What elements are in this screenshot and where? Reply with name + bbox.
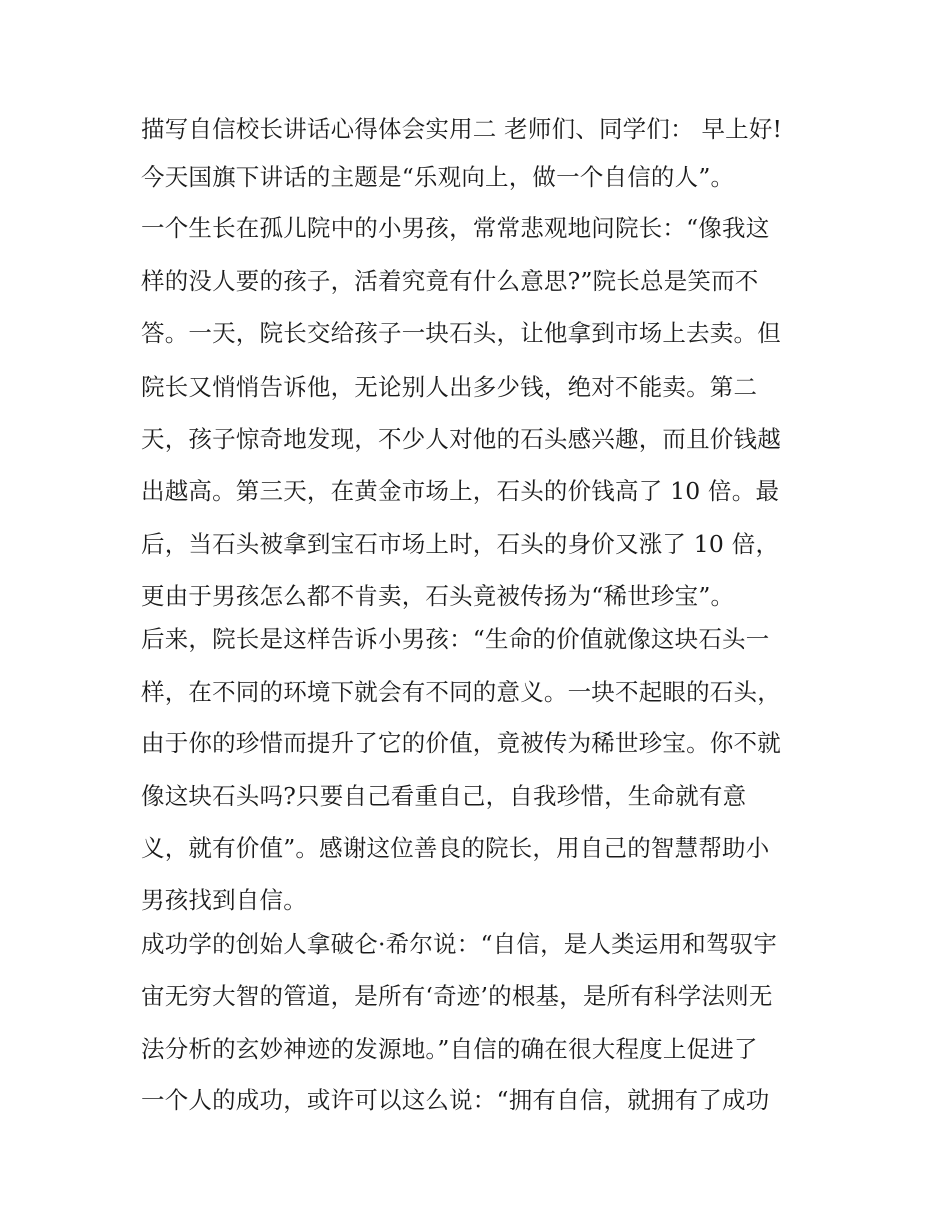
text-line: 成功学的创始人拿破仑·希尔说：“自信，是人类运用和驾驭宇 bbox=[141, 930, 778, 958]
text-line: 今天国旗下讲话的主题是“乐观向上，做一个自信的人”。 bbox=[141, 163, 735, 191]
text-line: 后来，院长是这样告诉小男孩：“生命的价值就像这块石头一 bbox=[141, 625, 770, 653]
text-line: 一个生长在孤儿院中的小男孩，常常悲观地问院长：“像我这 bbox=[141, 214, 770, 242]
text-line: 宙无穷大智的管道，是所有‘奇迹’的根基，是所有科学法则无 bbox=[141, 982, 773, 1010]
text-line: 样，在不同的环境下就会有不同的意义。一块不起眼的石头， bbox=[141, 678, 781, 706]
text-line: 法分析的玄妙神迹的发源地。”自信的确在很大程度上促进了 bbox=[141, 1035, 758, 1063]
text-line: 样的没人要的孩子，活着究竟有什么意思?”院长总是笑而不 bbox=[141, 267, 759, 295]
text-line: 答。一天，院长交给孩子一块石头，让他拿到市场上去卖。但 bbox=[141, 319, 781, 347]
text-line: 男孩找到自信。 bbox=[141, 886, 307, 914]
text-line: 像这块石头吗?只要自己看重自己，自我珍惜，生命就有意 bbox=[141, 782, 747, 810]
text-line: 院长又悄悄告诉他，无论别人出多少钱，绝对不能卖。第二 bbox=[141, 373, 758, 401]
text-line: 后，当石头被拿到宝石市场上时，石头的身价又涨了 10 倍， bbox=[141, 530, 780, 558]
text-line: 义，就有价值”。感谢这位善良的院长，用自己的智慧帮助小 bbox=[141, 834, 770, 862]
text-line: 更由于男孩怎么都不肯卖，石头竟被传扬为“稀世珍宝”。 bbox=[141, 582, 735, 610]
text-line: 出越高。第三天，在黄金市场上，石头的价钱高了 10 倍。最 bbox=[141, 477, 780, 505]
text-line: 由于你的珍惜而提升了它的价值，竟被传为稀世珍宝。你不就 bbox=[141, 729, 781, 757]
text-line: 天，孩子惊奇地发现，不少人对他的石头感兴趣，而且价钱越 bbox=[141, 425, 781, 453]
text-line: 描写自信校长讲话心得体会实用二 老师们、同学们： 早上好! bbox=[141, 115, 783, 143]
text-line: 一个人的成功，或许可以这么说：“拥有自信，就拥有了成功 bbox=[141, 1086, 770, 1114]
